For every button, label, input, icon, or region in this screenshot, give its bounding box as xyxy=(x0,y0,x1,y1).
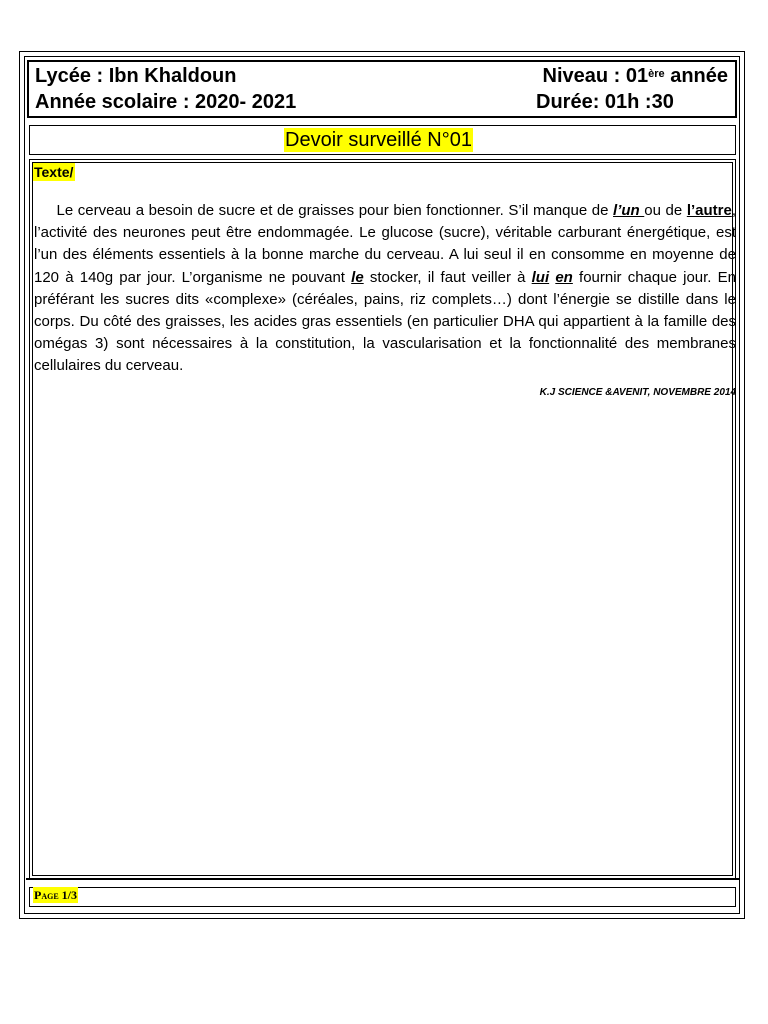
school-name: Lycée : Ibn Khaldoun xyxy=(35,65,237,87)
keyword-le: le xyxy=(351,268,364,286)
paragraph-part: fournir chaque jour. En préférant les sucres dits «complexe» (céréales, pains, riz complets…) dont l’énergie se distille dans le corps. Du côté des graisses, les acides gras essentiels (en particulier DHA qui appartient à la famille des omégas 3) sont nécessaires à la constitution, la vascularisation et la fonctionnalité des membranes cellulaires du cerveau. xyxy=(34,268,736,375)
level-suffix: année xyxy=(664,65,728,87)
keyword-l-autre: l’autre xyxy=(686,202,732,219)
text-paragraph xyxy=(34,200,736,378)
level-prefix: Niveau : 01 xyxy=(542,65,649,87)
footer-box xyxy=(29,887,736,907)
text-section-label: Texte/ xyxy=(34,164,74,180)
keyword-en: en xyxy=(555,268,573,286)
level-superscript: ère xyxy=(648,68,665,80)
level xyxy=(543,65,729,87)
paragraph-part: ou de xyxy=(644,202,687,219)
keyword-l-un: l’un xyxy=(613,202,645,219)
paragraph-part: Le cerveau a besoin de sucre et de graisses pour bien fonctionner. S’il manque de xyxy=(56,202,614,219)
school-year: Année scolaire : 2020- 2021 xyxy=(35,91,297,113)
paragraph-part: , l’activité des neurones peut être endommagée. Le glucose (sucre), véritable carburant énergétique, est l’un des éléments essentiels à la bonne marche du cerveau. A lui seul il en consomme en moyenne de 120 à 140g par jour. L’organisme ne pouvant xyxy=(34,202,736,286)
paragraph-part: stocker, il faut veiller à xyxy=(363,268,532,286)
exam-title: Devoir surveillé N°01 xyxy=(285,129,472,151)
keyword-lui: lui xyxy=(531,268,550,286)
footer-divider xyxy=(26,878,740,880)
page-number: Page 1/3 xyxy=(34,888,77,902)
text-source: K.J SCIENCE &AVENIT, NOVEMBRE 2014 xyxy=(539,387,736,398)
duration: Durée: 01h :30 xyxy=(536,91,674,113)
